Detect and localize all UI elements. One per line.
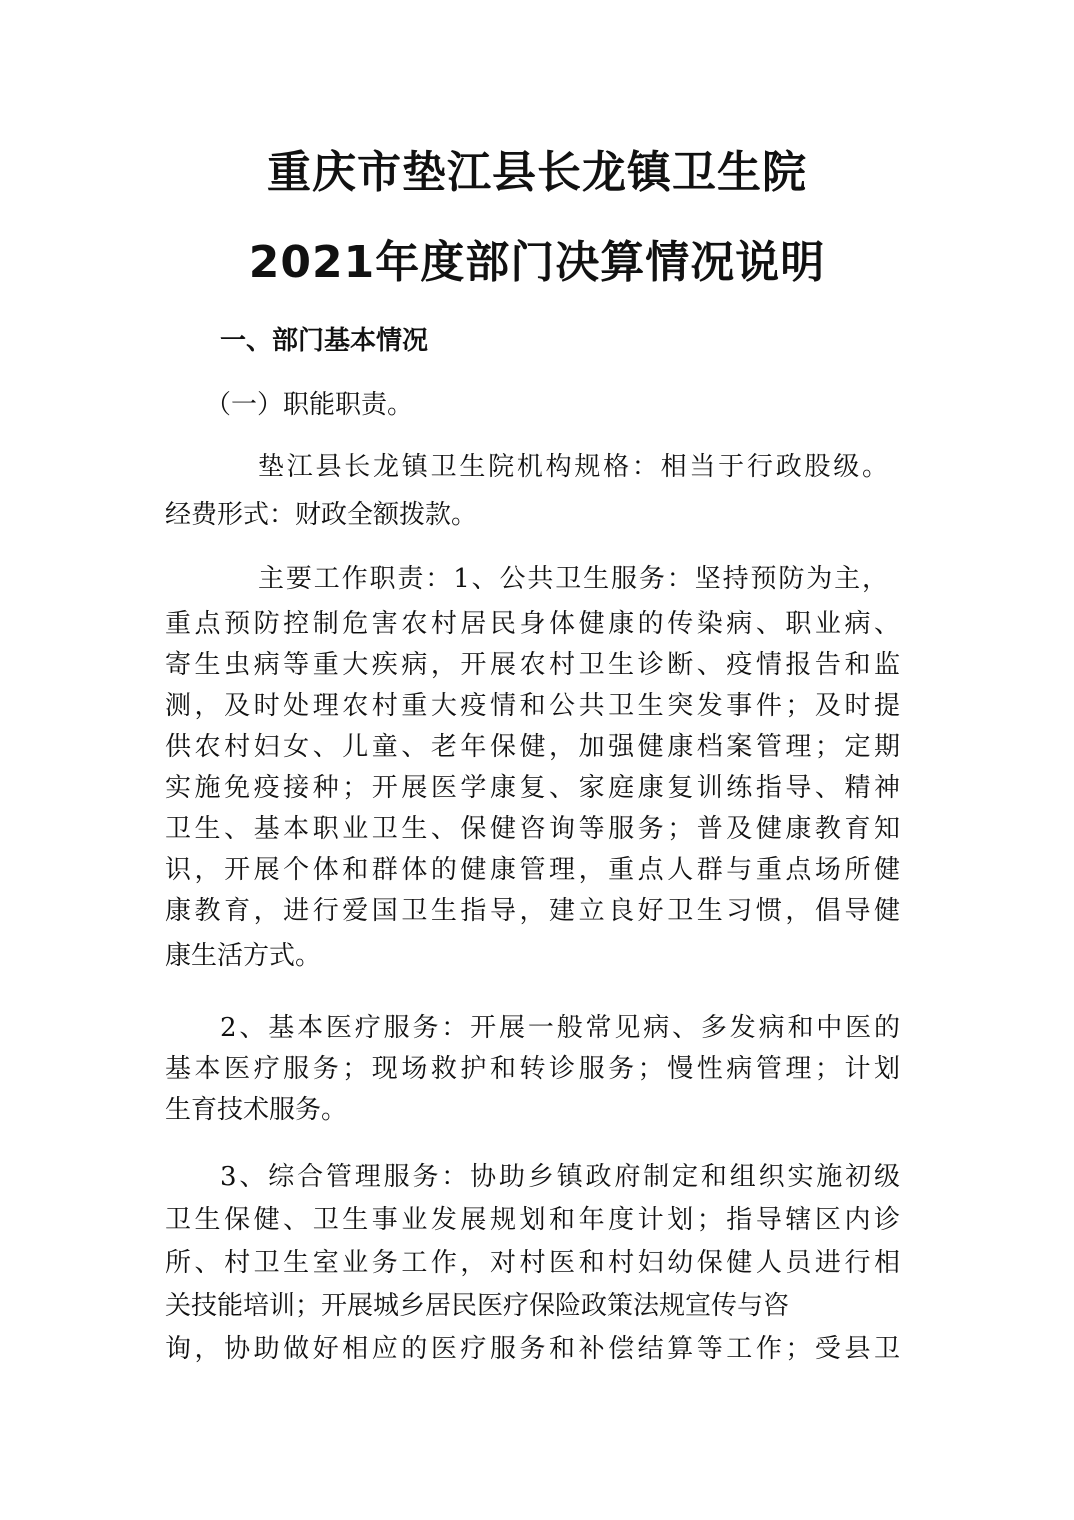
paragraph-line: 识，开展个体和群体的健康管理，重点人群与重点场所健: [165, 855, 900, 885]
paragraph-line: 2、基本医疗服务：开展一般常见病、多发病和中医的: [220, 1013, 900, 1043]
section-heading: 一、部门基本情况: [220, 326, 429, 356]
paragraph-line: 3、综合管理服务：协助乡镇政府制定和组织实施初级: [220, 1162, 900, 1192]
paragraph-line: 卫生、基本职业卫生、保健咨询等服务；普及健康教育知: [165, 814, 900, 844]
paragraph-line: 所、村卫生室业务工作，对村医和村妇幼保健人员进行相: [165, 1248, 900, 1278]
paragraph-line: 康生活方式。: [165, 941, 322, 971]
paragraph-line: 康教育，进行爱国卫生指导，建立良好卫生习惯，倡导健: [165, 896, 900, 926]
paragraph-line: 卫生保健、卫生事业发展规划和年度计划；指导辖区内诊: [165, 1205, 900, 1235]
paragraph-line: 经费形式：财政全额拨款。: [165, 500, 478, 530]
paragraph-line: 供农村妇女、儿童、老年保健，加强健康档案管理；定期: [165, 732, 900, 762]
subsection-heading: （一）职能职责。: [205, 390, 414, 420]
paragraph-line: 关技能培训；开展城乡居民医疗保险政策法规宣传与咨: [165, 1291, 790, 1321]
paragraph-line: 垫江县长龙镇卫生院机构规格：相当于行政股级。: [258, 452, 888, 482]
paragraph-line: 生育技术服务。: [165, 1095, 348, 1125]
paragraph-line: 重点预防控制危害农村居民身体健康的传染病、职业病、: [165, 609, 900, 639]
document-title-line2: 2021年度部门决算情况说明: [248, 237, 826, 288]
paragraph-line: 询，协助做好相应的医疗服务和补偿结算等工作；受县卫: [165, 1334, 900, 1364]
paragraph-line: 寄生虫病等重大疾病，开展农村卫生诊断、疫情报告和监: [165, 650, 900, 680]
paragraph-line: 主要工作职责：1、公共卫生服务：坚持预防为主，: [258, 564, 888, 594]
paragraph-line: 基本医疗服务；现场救护和转诊服务；慢性病管理；计划: [165, 1054, 900, 1084]
document-title-line1: 重庆市垫江县长龙镇卫生院: [267, 147, 807, 198]
paragraph-line: 实施免疫接种；开展医学康复、家庭康复训练指导、精神: [165, 773, 900, 803]
paragraph-line: 测，及时处理农村重大疫情和公共卫生突发事件；及时提: [165, 691, 900, 721]
